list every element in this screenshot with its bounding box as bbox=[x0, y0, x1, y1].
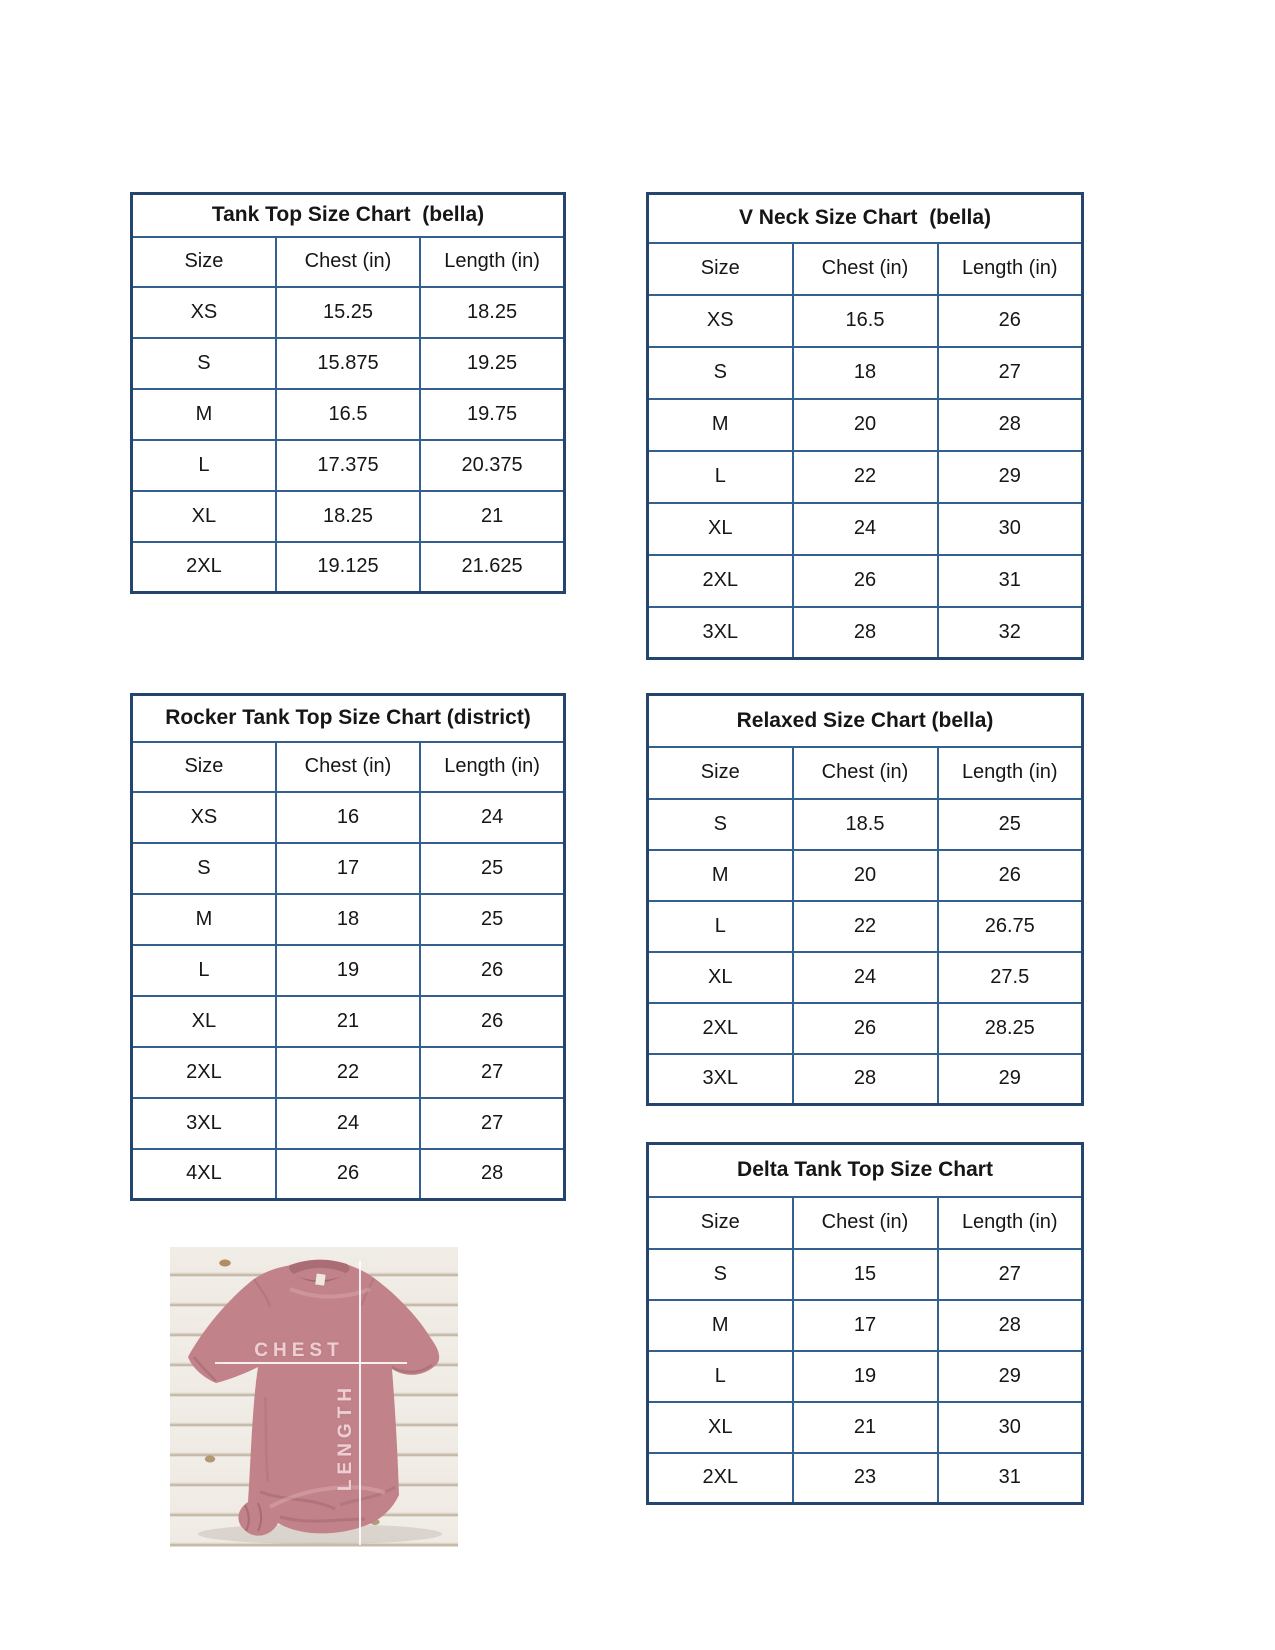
size-cell: 4XL bbox=[132, 1149, 276, 1200]
chest-cell: 22 bbox=[793, 901, 938, 952]
length-cell: 19.25 bbox=[420, 338, 564, 389]
tshirt-graphic bbox=[170, 1247, 458, 1547]
length-cell: 26 bbox=[420, 996, 564, 1047]
length-cell: 27.5 bbox=[938, 952, 1083, 1003]
length-cell: 19.75 bbox=[420, 389, 564, 440]
table-title-row bbox=[132, 695, 565, 742]
table-row bbox=[132, 389, 565, 440]
size-cell: L bbox=[132, 440, 276, 491]
table-row bbox=[132, 1047, 565, 1098]
size-cell: 2XL bbox=[648, 555, 793, 607]
chest-cell: 24 bbox=[793, 952, 938, 1003]
chest-cell: 19 bbox=[793, 1351, 938, 1402]
column-header-chest: Chest (in) bbox=[793, 747, 938, 799]
column-header-length: Length (in) bbox=[938, 243, 1083, 295]
length-cell: 26 bbox=[938, 295, 1083, 347]
column-header-size: Size bbox=[132, 237, 276, 287]
length-cell: 26 bbox=[938, 850, 1083, 901]
size-cell: 2XL bbox=[132, 542, 276, 593]
size-cell: XS bbox=[132, 792, 276, 843]
chest-cell: 28 bbox=[793, 1054, 938, 1105]
size-cell: XL bbox=[648, 1402, 793, 1453]
table-row bbox=[132, 338, 565, 389]
chest-measure-label: CHEST bbox=[254, 1340, 344, 1361]
table-row bbox=[648, 347, 1083, 399]
table-title: Delta Tank Top Size Chart bbox=[648, 1144, 1083, 1197]
size-cell: L bbox=[132, 945, 276, 996]
size-cell: 2XL bbox=[132, 1047, 276, 1098]
column-header-chest: Chest (in) bbox=[276, 237, 420, 287]
chest-cell: 24 bbox=[793, 503, 938, 555]
length-cell: 21.625 bbox=[420, 542, 564, 593]
length-cell: 25 bbox=[420, 894, 564, 945]
column-header-size: Size bbox=[648, 747, 793, 799]
table-row bbox=[648, 295, 1083, 347]
length-cell: 32 bbox=[938, 607, 1083, 659]
size-cell: 3XL bbox=[648, 1054, 793, 1105]
length-cell: 27 bbox=[420, 1098, 564, 1149]
chest-cell: 19.125 bbox=[276, 542, 420, 593]
chest-cell: 26 bbox=[276, 1149, 420, 1200]
column-header-length: Length (in) bbox=[938, 1197, 1083, 1249]
chest-cell: 24 bbox=[276, 1098, 420, 1149]
table-row bbox=[132, 945, 565, 996]
length-cell: 28 bbox=[938, 1300, 1083, 1351]
chest-cell: 15.25 bbox=[276, 287, 420, 338]
length-cell: 29 bbox=[938, 451, 1083, 503]
table-header-row bbox=[132, 237, 565, 287]
column-header-length: Length (in) bbox=[420, 237, 564, 287]
table-row bbox=[648, 1351, 1083, 1402]
chest-cell: 21 bbox=[276, 996, 420, 1047]
size-cell: S bbox=[648, 1249, 793, 1300]
size-cell: XL bbox=[132, 996, 276, 1047]
table-row bbox=[132, 1149, 565, 1200]
table-row bbox=[132, 287, 565, 338]
length-cell: 31 bbox=[938, 555, 1083, 607]
tshirt-measurement-photo bbox=[170, 1247, 458, 1547]
size-cell: M bbox=[132, 894, 276, 945]
length-cell: 24 bbox=[420, 792, 564, 843]
chest-cell: 22 bbox=[793, 451, 938, 503]
size-cell: XL bbox=[648, 503, 793, 555]
length-cell: 20.375 bbox=[420, 440, 564, 491]
chest-cell: 20 bbox=[793, 399, 938, 451]
chest-cell: 17 bbox=[276, 843, 420, 894]
tank-top-size-chart-table bbox=[130, 192, 566, 594]
table-row bbox=[648, 503, 1083, 555]
v-neck-size-chart-table bbox=[646, 192, 1084, 660]
table-title: Relaxed Size Chart (bella) bbox=[648, 695, 1083, 747]
table-row bbox=[648, 1249, 1083, 1300]
table-row bbox=[132, 792, 565, 843]
chest-cell: 18 bbox=[793, 347, 938, 399]
length-cell: 27 bbox=[938, 1249, 1083, 1300]
size-cell: 3XL bbox=[648, 607, 793, 659]
column-header-length: Length (in) bbox=[938, 747, 1083, 799]
chest-cell: 18.25 bbox=[276, 491, 420, 542]
column-header-size: Size bbox=[132, 742, 276, 792]
table-header-row bbox=[132, 742, 565, 792]
table-title-row bbox=[648, 1144, 1083, 1197]
size-cell: XL bbox=[132, 491, 276, 542]
table-row bbox=[648, 451, 1083, 503]
column-header-size: Size bbox=[648, 243, 793, 295]
chest-cell: 16.5 bbox=[276, 389, 420, 440]
length-cell: 28 bbox=[938, 399, 1083, 451]
table-title-row bbox=[132, 194, 565, 237]
table-header-row bbox=[648, 747, 1083, 799]
table-row bbox=[648, 607, 1083, 659]
table-row bbox=[648, 901, 1083, 952]
table-header-row bbox=[648, 1197, 1083, 1249]
length-cell: 29 bbox=[938, 1351, 1083, 1402]
length-cell: 27 bbox=[938, 347, 1083, 399]
length-cell: 26.75 bbox=[938, 901, 1083, 952]
size-cell: S bbox=[132, 843, 276, 894]
size-table bbox=[130, 693, 566, 1201]
relaxed-size-chart-table bbox=[646, 693, 1084, 1106]
table-row bbox=[132, 542, 565, 593]
size-cell: M bbox=[132, 389, 276, 440]
chest-cell: 18 bbox=[276, 894, 420, 945]
chest-cell: 16.5 bbox=[793, 295, 938, 347]
length-cell: 21 bbox=[420, 491, 564, 542]
table-row bbox=[132, 440, 565, 491]
chest-cell: 22 bbox=[276, 1047, 420, 1098]
length-cell: 18.25 bbox=[420, 287, 564, 338]
size-cell: L bbox=[648, 451, 793, 503]
table-title-row bbox=[648, 194, 1083, 243]
chest-cell: 23 bbox=[793, 1453, 938, 1504]
table-row bbox=[648, 1300, 1083, 1351]
length-cell: 30 bbox=[938, 1402, 1083, 1453]
size-cell: S bbox=[648, 799, 793, 850]
length-cell: 31 bbox=[938, 1453, 1083, 1504]
size-cell: L bbox=[648, 1351, 793, 1402]
size-cell: 2XL bbox=[648, 1453, 793, 1504]
table-header-row bbox=[648, 243, 1083, 295]
delta-tank-top-size-chart-table bbox=[646, 1142, 1084, 1505]
table-row bbox=[648, 399, 1083, 451]
column-header-chest: Chest (in) bbox=[793, 243, 938, 295]
table-title: Tank Top Size Chart (bella) bbox=[132, 194, 565, 237]
size-table bbox=[130, 192, 566, 594]
size-cell: S bbox=[648, 347, 793, 399]
chest-cell: 15 bbox=[793, 1249, 938, 1300]
rocker-tank-top-size-chart-table bbox=[130, 693, 566, 1201]
column-header-length: Length (in) bbox=[420, 742, 564, 792]
size-table bbox=[646, 192, 1084, 660]
chest-cell: 19 bbox=[276, 945, 420, 996]
column-header-size: Size bbox=[648, 1197, 793, 1249]
length-cell: 30 bbox=[938, 503, 1083, 555]
size-cell: M bbox=[648, 399, 793, 451]
size-table bbox=[646, 693, 1084, 1106]
chest-cell: 21 bbox=[793, 1402, 938, 1453]
length-cell: 25 bbox=[420, 843, 564, 894]
table-row bbox=[132, 491, 565, 542]
column-header-chest: Chest (in) bbox=[793, 1197, 938, 1249]
table-row bbox=[648, 1003, 1083, 1054]
chest-cell: 26 bbox=[793, 1003, 938, 1054]
length-measure-label: LENGTH bbox=[335, 1382, 356, 1492]
table-row bbox=[132, 1098, 565, 1149]
length-cell: 26 bbox=[420, 945, 564, 996]
size-cell: 2XL bbox=[648, 1003, 793, 1054]
size-cell: XS bbox=[648, 295, 793, 347]
table-row bbox=[132, 894, 565, 945]
chest-cell: 17.375 bbox=[276, 440, 420, 491]
size-cell: S bbox=[132, 338, 276, 389]
table-row bbox=[132, 843, 565, 894]
size-cell: L bbox=[648, 901, 793, 952]
table-row bbox=[648, 1054, 1083, 1105]
chest-cell: 15.875 bbox=[276, 338, 420, 389]
chest-cell: 18.5 bbox=[793, 799, 938, 850]
chest-cell: 26 bbox=[793, 555, 938, 607]
table-row bbox=[648, 555, 1083, 607]
table-row bbox=[132, 996, 565, 1047]
size-table bbox=[646, 1142, 1084, 1505]
chest-cell: 20 bbox=[793, 850, 938, 901]
length-cell: 27 bbox=[420, 1047, 564, 1098]
table-title: Rocker Tank Top Size Chart (district) bbox=[132, 695, 565, 742]
length-cell: 28.25 bbox=[938, 1003, 1083, 1054]
table-title-row bbox=[648, 695, 1083, 747]
table-row bbox=[648, 952, 1083, 1003]
chest-cell: 16 bbox=[276, 792, 420, 843]
length-cell: 28 bbox=[420, 1149, 564, 1200]
size-cell: M bbox=[648, 850, 793, 901]
table-row bbox=[648, 1402, 1083, 1453]
chest-cell: 28 bbox=[793, 607, 938, 659]
table-row bbox=[648, 850, 1083, 901]
table-row bbox=[648, 1453, 1083, 1504]
size-cell: XL bbox=[648, 952, 793, 1003]
column-header-chest: Chest (in) bbox=[276, 742, 420, 792]
table-row bbox=[648, 799, 1083, 850]
length-cell: 29 bbox=[938, 1054, 1083, 1105]
size-cell: M bbox=[648, 1300, 793, 1351]
length-cell: 25 bbox=[938, 799, 1083, 850]
size-cell: 3XL bbox=[132, 1098, 276, 1149]
size-cell: XS bbox=[132, 287, 276, 338]
chest-cell: 17 bbox=[793, 1300, 938, 1351]
table-title: V Neck Size Chart (bella) bbox=[648, 194, 1083, 243]
